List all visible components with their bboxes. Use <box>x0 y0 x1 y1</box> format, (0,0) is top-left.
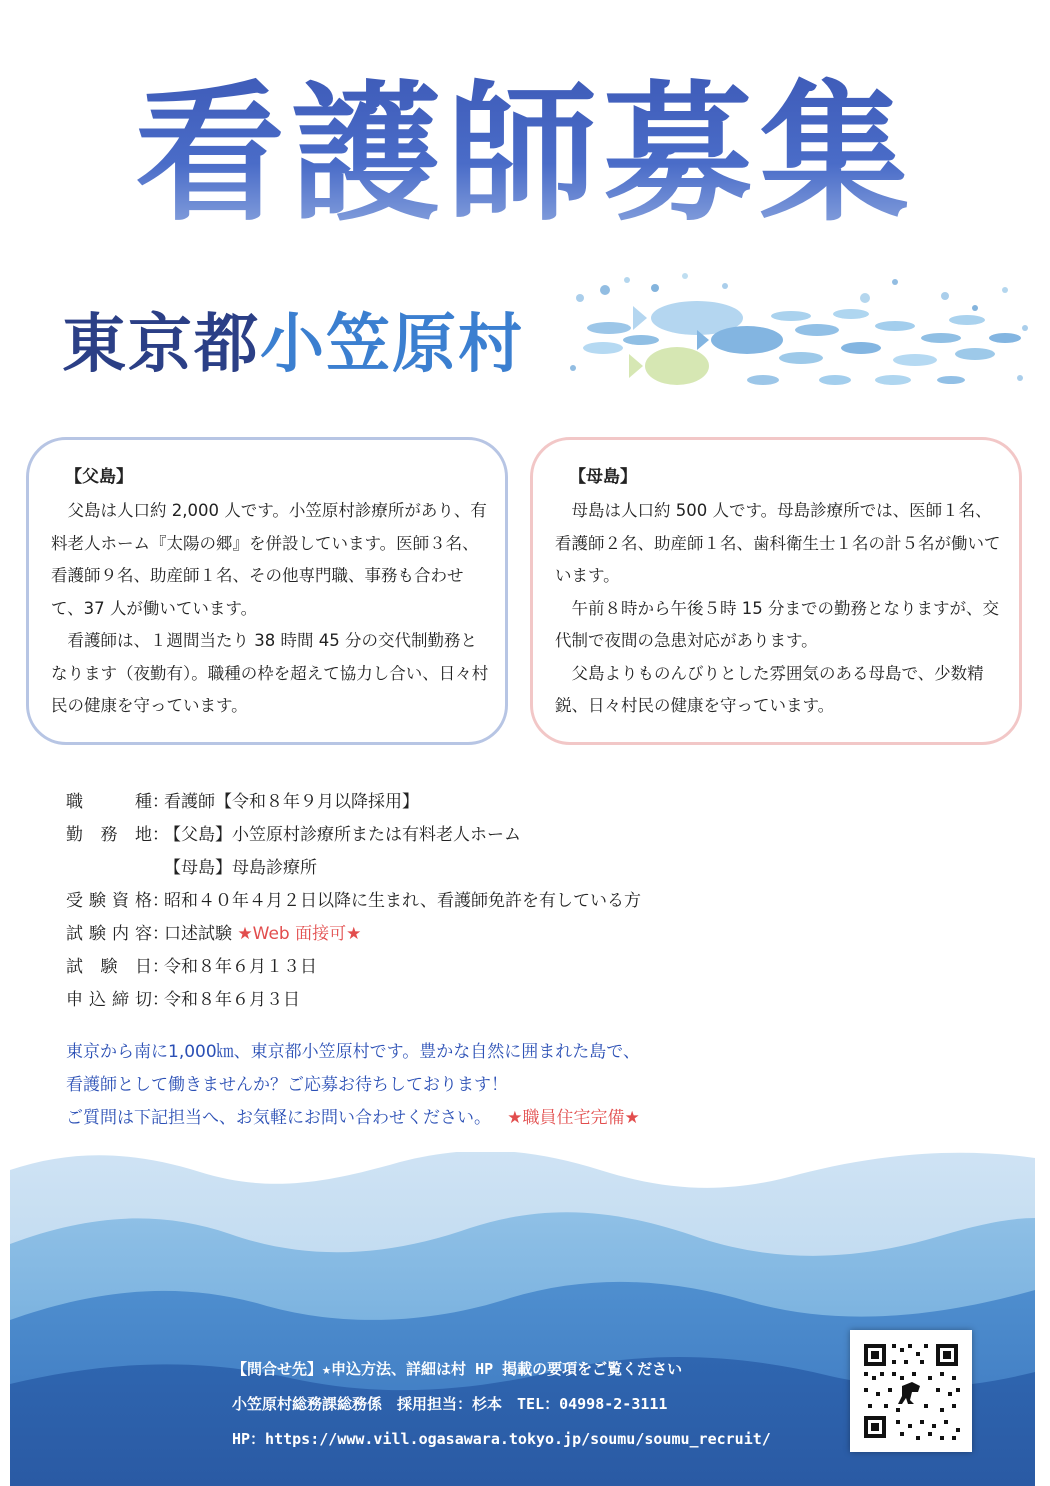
qualification-label: 受験資格 <box>66 891 152 911</box>
web-interview-note: ★Web 面接可★ <box>237 924 362 944</box>
subtitle-tokyo: 東京都 <box>62 308 260 382</box>
hahajima-body <box>555 495 1005 723</box>
contact-line: 【問合せ先】★申込方法、詳細は村 HP 掲載の要項をご覧ください <box>232 1360 683 1378</box>
subtitle <box>62 300 524 390</box>
qualification-value: 昭和４０年４月２日以降に生まれ、看護師免許を有している方 <box>164 891 642 911</box>
page-title: 看護師募集 <box>0 70 1050 240</box>
recruit-message <box>66 1036 640 1135</box>
chichijima-heading: 【父島】 <box>65 467 133 487</box>
chichijima-paragraph: 看護師は、１週間当たり 38 時間 45 分の交代制勤務となります（夜勤有）。職種の枠を超えて協力し合い、日々村民の健康を守っています。 <box>51 631 489 715</box>
hahajima-paragraph: 午前８時から午後５時 15 分までの勤務となりますが、交代制で夜間の急患対応があります。 <box>555 598 999 650</box>
exam-content-row: 試験内容 ： 口述試験 ★Web 面接可★ <box>66 918 641 951</box>
workplace-value-2: 【母島】母島診療所 <box>164 858 317 878</box>
job-type-value: 看護師【令和８年９月以降採用】 <box>164 792 419 812</box>
exam-content-value: 口述試験 <box>164 924 232 944</box>
workplace-row-2 <box>66 852 641 885</box>
subtitle-ogasawara: 小笠原村 <box>260 308 524 382</box>
message-line: 東京から南に1,000㎞、東京都小笠原村です。豊かな自然に囲まれた島で、 <box>66 1042 640 1062</box>
contact-url[interactable]: HP：https://www.vill.ogasawara.tokyo.jp/soumu/soumu_recruit/ <box>232 1430 771 1448</box>
deadline-value: 令和８年６月３日 <box>164 990 300 1010</box>
chichijima-paragraph: 父島は人口約 2,000 人です。小笠原村診療所があり、有料老人ホーム『太陽の郷』を併設しています。医師３名、看護師９名、助産師１名、その他専門職、事務も合わせて、37 人が働いています。 <box>51 501 487 618</box>
message-line: 看護師として働きませんか？ご応募お待ちしております！ <box>66 1075 508 1095</box>
housing-note: ★職員住宅完備★ <box>507 1108 640 1128</box>
hahajima-card <box>530 437 1022 745</box>
workplace-label: 勤務地 <box>66 825 152 845</box>
fish-illustration <box>565 268 1035 398</box>
hahajima-paragraph: 父島よりものんびりとした雰囲気のある母島で、少数精鋭、日々村民の健康を守っています。 <box>555 663 984 715</box>
job-type-label: 職種 <box>66 792 152 812</box>
exam-date-row: 試験日 ： 令和８年６月１３日 <box>66 951 641 984</box>
exam-date-label: 試験日 <box>66 957 152 977</box>
job-type-row: 職種 ： 看護師【令和８年９月以降採用】 <box>66 786 641 819</box>
hahajima-heading: 【母島】 <box>569 467 637 487</box>
message-line-3 <box>66 1102 640 1135</box>
chichijima-body <box>51 495 491 723</box>
hahajima-paragraph: 母島は人口約 500 人です。母島診療所では、医師１名、看護師２名、助産師１名、歯科衛生士１名の計５名が働いています。 <box>555 501 1001 585</box>
qualification-row: 受験資格 ： 昭和４０年４月２日以降に生まれ、看護師免許を有している方 <box>66 885 641 918</box>
deadline-label: 申込締切 <box>66 990 152 1010</box>
exam-content-label: 試験内容 <box>66 924 152 944</box>
deadline-row: 申込締切 ： 令和８年６月３日 <box>66 984 641 1017</box>
chichijima-card <box>26 437 508 745</box>
workplace-value: 【父島】小笠原村診療所または有料老人ホーム <box>164 825 521 845</box>
contact-info <box>232 1352 771 1457</box>
job-details <box>66 786 641 1017</box>
workplace-row: 勤務地 ： 【父島】小笠原村診療所または有料老人ホーム <box>66 819 641 852</box>
qr-code[interactable] <box>850 1330 972 1452</box>
message-line: ご質問は下記担当へ、お気軽にお問い合わせください。 <box>66 1108 491 1128</box>
contact-line: 小笠原村総務課総務係 採用担当：杉本 TEL：04998-2-3111 <box>232 1395 668 1413</box>
exam-date-value: 令和８年６月１３日 <box>164 957 317 977</box>
